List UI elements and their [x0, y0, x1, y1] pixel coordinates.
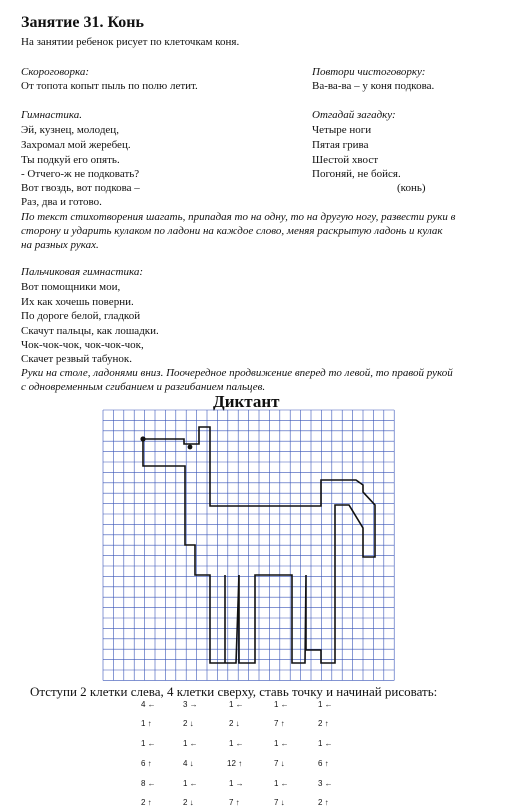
finger-gym-line: Их как хочешь поверни.	[21, 296, 134, 308]
code-cell: 7 ↑	[229, 798, 240, 807]
code-cell: 1 →	[229, 779, 244, 788]
finger-gym-note: Руки на столе, ладонями вниз. Поочередное продвижение вперед то левой, то правой рукой	[21, 367, 453, 379]
grid-lines	[103, 410, 394, 680]
finger-gym-line: Скачут пальцы, как лошадки.	[21, 325, 159, 337]
code-cell: 1 ←	[141, 739, 156, 748]
tongue-twister-header: Скороговорка:	[21, 66, 90, 78]
pure-tongue-text: Ва-ва-ва – у коня подкова.	[312, 80, 435, 92]
code-cell: 1 ←	[183, 739, 198, 748]
code-cell: 7 ↓	[274, 759, 285, 768]
code-cell: 1 ←	[229, 700, 244, 709]
riddle-header: Отгадай загадку:	[312, 109, 396, 121]
code-cell: 1 ←	[318, 739, 333, 748]
code-cell: 1 ←	[274, 779, 289, 788]
eye-dot	[188, 445, 193, 450]
dictation-title: Диктант	[213, 392, 280, 411]
finger-gym-line: Скачет резвый табунок.	[21, 353, 132, 365]
code-cell: 12 ↑	[227, 759, 243, 768]
riddle-line: Погоняй, не бойся.	[312, 168, 401, 180]
code-cell: 8 ←	[141, 779, 156, 788]
start-dot	[140, 436, 145, 441]
gymnastics-line: - Отчего-ж не подковать?	[21, 168, 140, 180]
gymnastics-note: на разных руках.	[21, 239, 99, 251]
code-cell: 1 ↑	[141, 719, 152, 728]
gymnastics-line: Эй, кузнец, молодец,	[21, 124, 119, 136]
page-title: Занятие 31. Конь	[21, 14, 144, 31]
code-cell: 3 ←	[318, 779, 333, 788]
finger-gym-header: Пальчиковая гимнастика:	[21, 266, 143, 278]
finger-gym-line: По дороге белой, гладкой	[21, 310, 141, 322]
tongue-twister-text: От топота копыт пыль по полю летит.	[21, 80, 198, 92]
gymnastics-line: Захромал мой жеребец.	[21, 139, 131, 151]
code-cell: 6 ↑	[141, 759, 152, 768]
pure-tongue-header: Повтори чистоговорку:	[312, 66, 426, 78]
riddle-line: Шестой хвост	[312, 154, 379, 166]
code-cell: 1 ←	[274, 739, 289, 748]
code-cell: 6 ↑	[318, 759, 329, 768]
gymnastics-note: По текст стихотворения шагать, припадая то на одну, то на другую ногу, развести руки в	[21, 211, 456, 223]
riddle-line: Четыре ноги	[312, 124, 372, 136]
code-cell: 2 ↑	[318, 719, 329, 728]
code-cell: 1 ←	[229, 739, 244, 748]
code-cell: 2 ↓	[229, 719, 240, 728]
code-cell: 2 ↓	[183, 798, 194, 807]
code-cell: 4 ↓	[183, 759, 194, 768]
gymnastics-line: Раз, два и готово.	[21, 196, 102, 208]
code-cell: 2 ↑	[141, 798, 152, 807]
riddle-line: Пятая грива	[312, 139, 369, 151]
gymnastics-note: сторону и ударить кулаком по ладони на каждое слово, меняя раскрытую ладонь и кулак	[21, 225, 443, 237]
code-cell: 7 ↑	[274, 719, 285, 728]
finger-gym-line: Чок-чок-чок, чок-чок-чок,	[21, 339, 144, 351]
code-cell: 1 ←	[318, 700, 333, 709]
code-cell: 2 ↑	[318, 798, 329, 807]
gymnastics-line: Вот гвоздь, вот подкова –	[21, 182, 140, 194]
code-cell: 1 ←	[274, 700, 289, 709]
finger-gym-note: с одновременным сгибанием и разгибанием пальцев.	[21, 381, 266, 393]
code-cell: 7 ↓	[274, 798, 285, 807]
gymnastics-header: Гимнастика.	[21, 109, 82, 121]
gymnastics-line: Ты подкуй его опять.	[21, 154, 120, 166]
code-cell: 3 →	[183, 700, 198, 709]
finger-gym-line: Вот помощники мои,	[21, 281, 121, 293]
riddle-answer: (конь)	[397, 182, 426, 194]
code-cell: 4 ←	[141, 700, 156, 709]
code-cell: 2 ↓	[183, 719, 194, 728]
dictation-instruction: Отступи 2 клетки слева, 4 клетки сверху, ставь точку и начинай рисовать:	[30, 684, 438, 699]
code-cell: 1 ←	[183, 779, 198, 788]
page-subtitle: На занятии ребенок рисует по клеточкам коня.	[21, 36, 240, 48]
